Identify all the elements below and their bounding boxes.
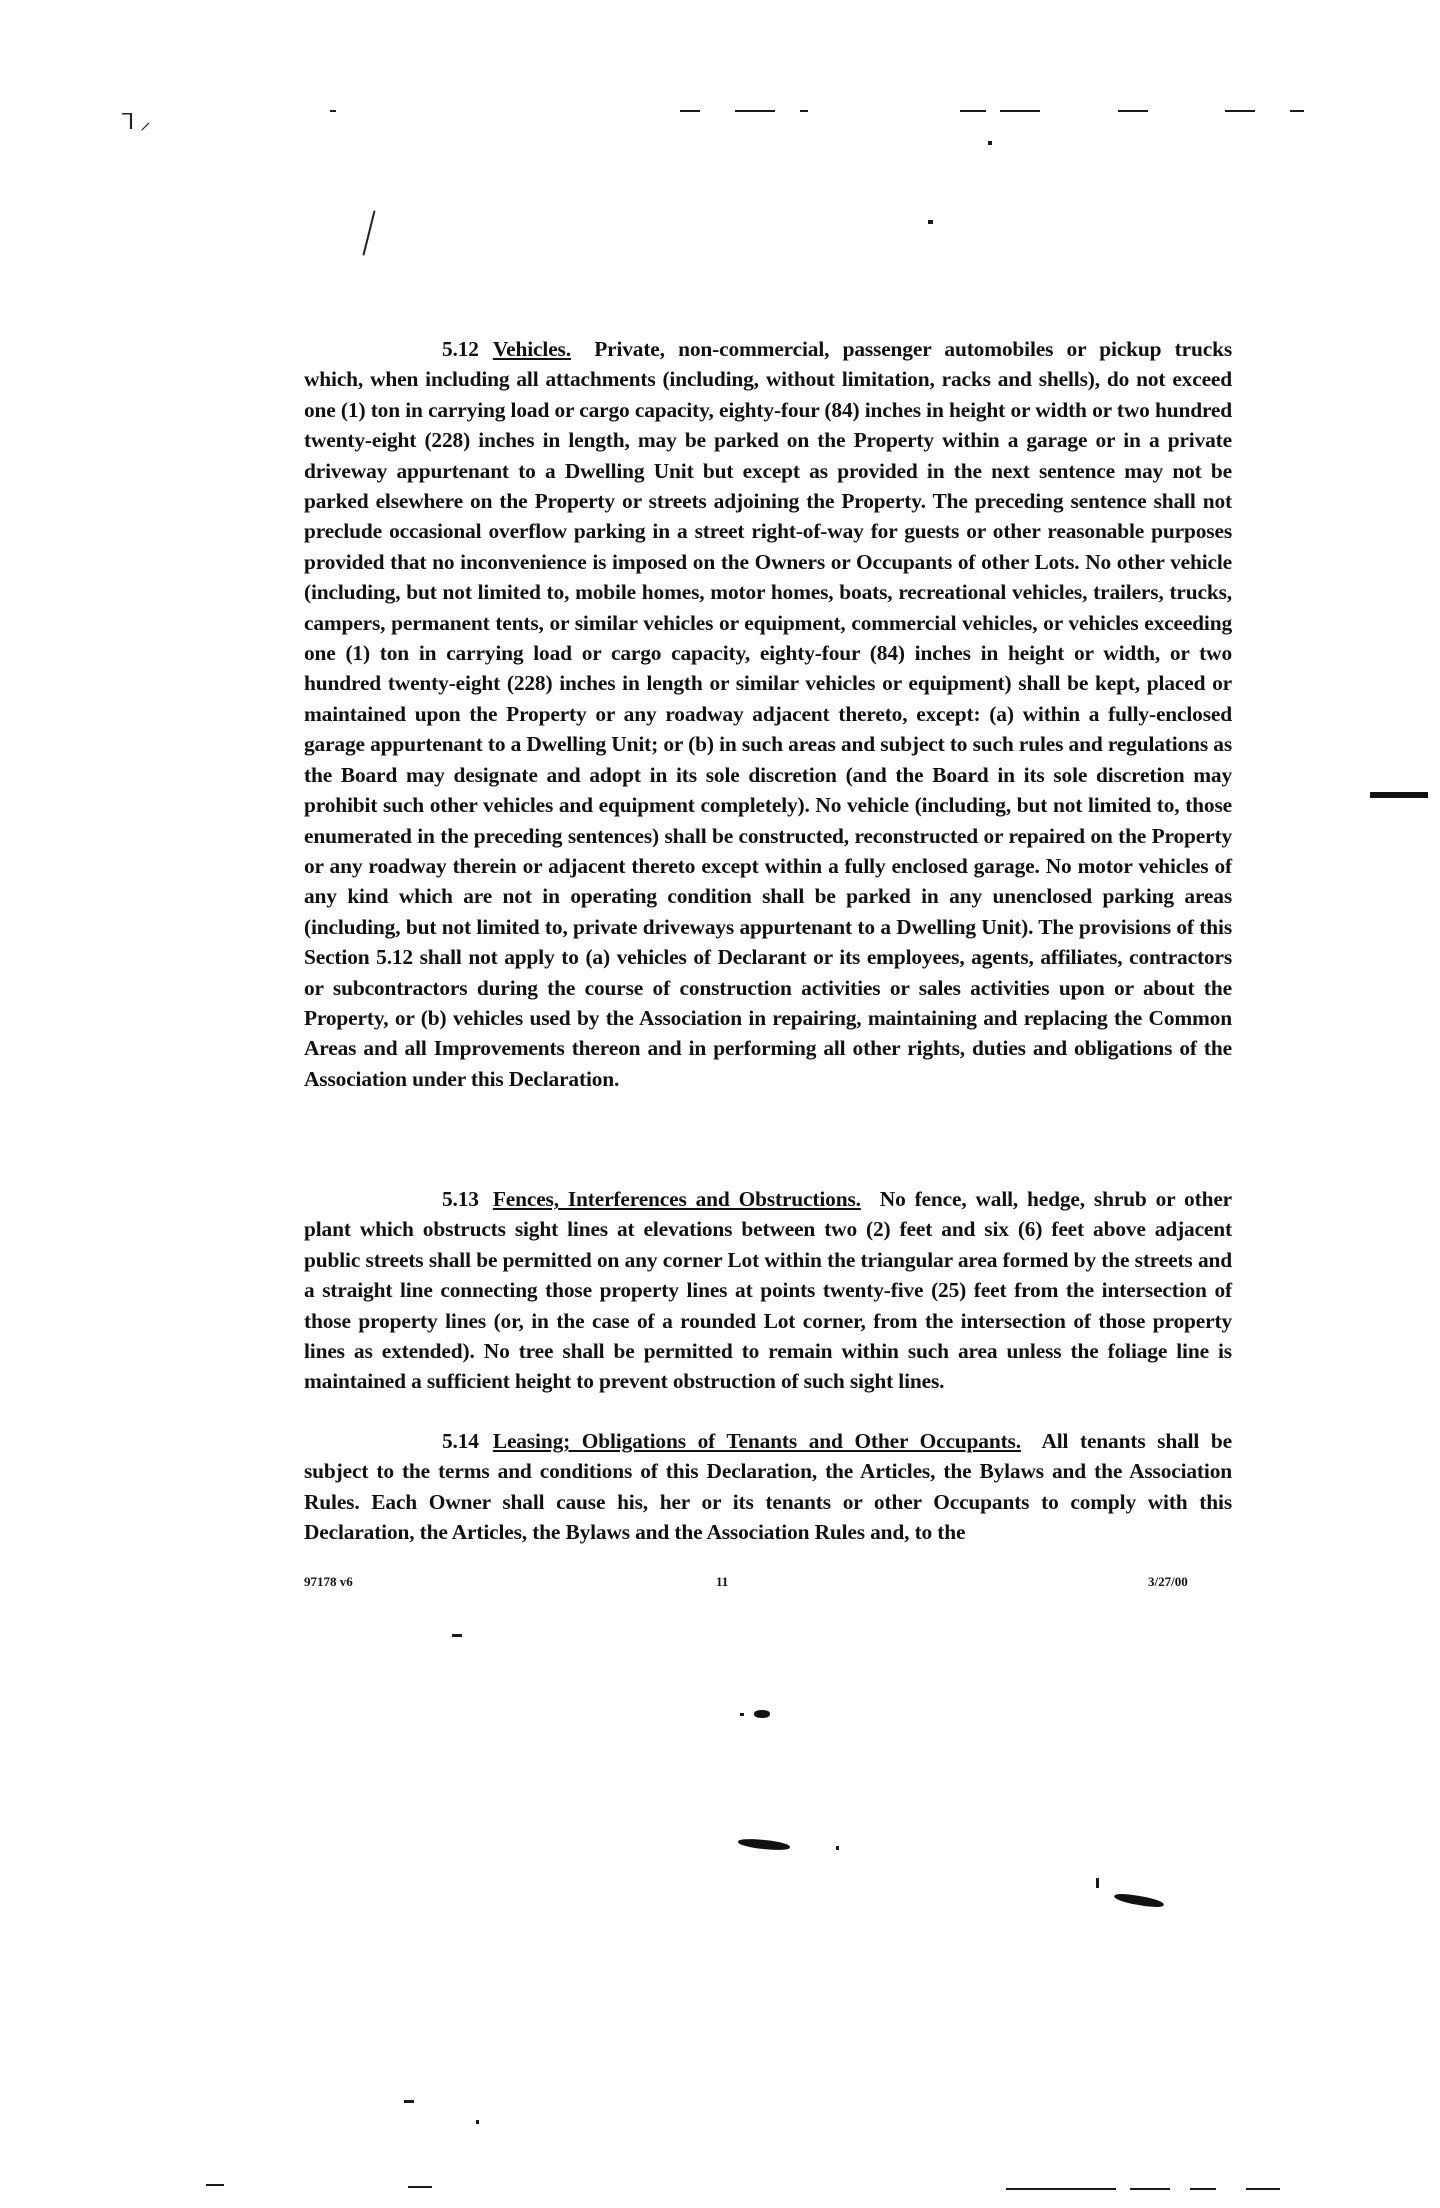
section-5-14	[304, 1426, 1232, 1548]
scan-dash	[1190, 2188, 1216, 2190]
section-body: Private, non-commercial, passenger automobiles or pickup trucks which, when including all attachments (including, without limitation, racks and shells), do not exceed one (1) ton in carrying load or cargo capacity, eighty-four (84) inches in height or width or two hundred twenty-eight (228) inches in length, may be parked on the Property within a garage or in a private driveway appurtenant to a Dwelling Unit but except as provided in the next sentence may not be parked elsewhere on the Property or streets adjoining the Property. The preceding sentence shall not preclude occasional overflow parking in a street right-of-way for guests or other reasonable purposes provided that no inconvenience is imposed on the Owners or Occupants of other Lots. No other vehicle (including, but not limited to, mobile homes, motor homes, boats, recreational vehicles, trailers, trucks, campers, permanent tents, or similar vehicles or equipment, commercial vehicles, or vehicles exceeding one (1) ton in carrying load or cargo capacity, eighty-four (84) inches in height or width, or two hundred twenty-eight (228) inches in length or similar vehicles or equipment) shall be kept, placed or maintained upon the Property or any roadway adjacent thereto, except: (a) within a fully-enclosed garage appurtenant to a Dwelling Unit; or (b) in such areas and subject to such rules and regulations as the Board may designate and adopt in its sole discretion (and the Board in its sole discretion may prohibit such other vehicles and equipment completely). No vehicle (including, but not limited to, those enumerated in the preceding sentences) shall be constructed, reconstructed or repaired on the Property or any roadway therein or adjacent thereto except within a fully enclosed garage. No motor vehicles of any kind which are not in operating condition shall be parked in any unenclosed parking areas (including, but not limited to, private driveways appurtenant to a Dwelling Unit). The provisions of this Section 5.12 shall not apply to (a) vehicles of Declarant or its employees, agents, affiliates, contractors or subcontractors during the course of construction activities or sales activities upon or about the Property, or (b) vehicles used by the Association in repairing, maintaining and replacing the Common Areas and all Improvements thereon and in performing all other rights, duties and obligations of the Association under this Declaration.	[304, 337, 1233, 1091]
scan-dash	[206, 2184, 224, 2186]
scan-dash	[1246, 2188, 1280, 2190]
section-number: 5.12	[442, 337, 479, 361]
scan-blot	[754, 1710, 770, 1718]
section-title: Vehicles.	[492, 337, 571, 361]
scan-dash	[452, 1634, 462, 1637]
scan-speck	[1096, 1878, 1099, 1888]
corner-scribble: ꓶ ⸝	[122, 109, 151, 134]
scan-blot	[1114, 1892, 1165, 1910]
scan-dash	[1118, 110, 1148, 112]
section-5-13	[304, 1184, 1232, 1397]
section-body: No fence, wall, hedge, shrub or other plant which obstructs sight lines at elevations between two (2) feet and six (6) feet above adjacent public streets shall be permitted on any corner Lot within the triangular area formed by the streets and a straight line connecting those property lines at points twenty-five (25) feet from the intersection of those property lines (or, in the case of a rounded Lot corner, from the intersection of those property lines as extended). No tree shall be permitted to remain within such area unless the foliage line is maintained a sufficient height to prevent obstruction of such sight lines.	[304, 1187, 1233, 1394]
section-paragraph	[304, 1426, 1232, 1548]
scan-dash	[800, 110, 808, 112]
scan-slash	[362, 210, 375, 255]
scan-speck	[476, 2120, 479, 2124]
scan-speck	[928, 220, 933, 224]
section-5-12	[304, 334, 1232, 1094]
scan-dash	[680, 110, 700, 112]
section-paragraph	[304, 334, 1232, 1094]
footer-date: 3/27/00	[1148, 1574, 1188, 1589]
scan-dash	[330, 110, 336, 112]
scan-dash	[1130, 2188, 1170, 2190]
scan-dash	[408, 2186, 432, 2188]
footer-page-number: 11	[716, 1574, 729, 1589]
section-number: 5.13	[442, 1187, 479, 1211]
scan-speck	[988, 141, 992, 145]
scan-dash	[735, 110, 775, 112]
scan-dash	[1006, 2188, 1116, 2190]
footer-doc-id: 97178 v6	[304, 1574, 353, 1589]
scan-speck	[740, 1713, 744, 1716]
scan-dash	[960, 110, 986, 112]
section-number: 5.14	[442, 1429, 479, 1453]
scan-blot	[738, 1837, 791, 1851]
scan-speck	[836, 1846, 839, 1850]
scan-dash	[404, 2100, 414, 2103]
section-title: Leasing; Obligations of Tenants and Other Occupants.	[492, 1429, 1021, 1453]
scan-dash	[1290, 110, 1304, 112]
section-body: All tenants shall be subject to the terms and conditions of this Declaration, the Articles, the Bylaws and the Association Rules. Each Owner shall cause his, her or its tenants or other Occupants to comply with this Declaration, the Articles, the Bylaws and the Association Rules and, to the	[304, 1429, 1232, 1545]
scan-dash	[1000, 110, 1040, 112]
scan-dash	[1225, 110, 1255, 112]
margin-bar	[1370, 792, 1428, 798]
section-title: Fences, Interferences and Obstructions.	[492, 1187, 861, 1211]
section-paragraph	[304, 1184, 1232, 1397]
